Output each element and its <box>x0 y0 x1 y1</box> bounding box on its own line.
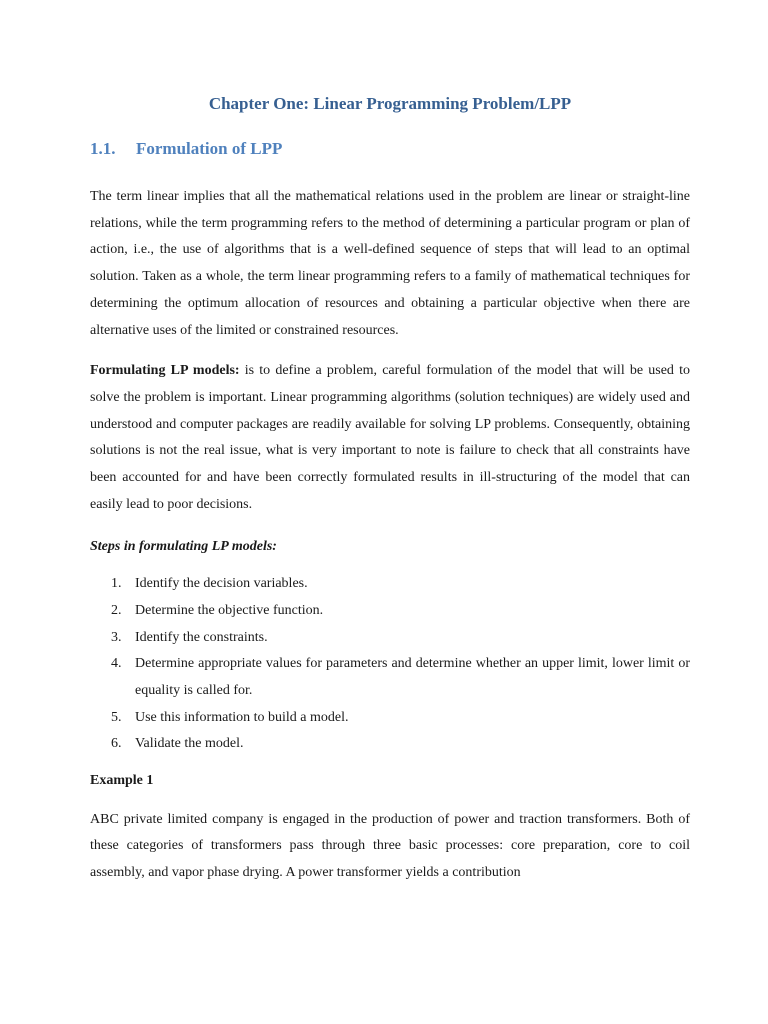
section-title: Formulation of LPP <box>136 139 283 158</box>
list-item-text: Use this information to build a model. <box>135 709 349 725</box>
list-item-text: Determine the objective function. <box>135 602 324 618</box>
list-item-text: Validate the model. <box>135 736 244 752</box>
list-item <box>90 598 690 625</box>
list-item <box>90 571 690 598</box>
paragraph-formulating-lp-models <box>90 358 690 518</box>
list-marker: 1. <box>111 576 122 592</box>
list-item <box>90 731 690 758</box>
list-item-text: Identify the decision variables. <box>135 576 308 592</box>
list-marker: 4. <box>111 656 122 672</box>
example-heading: Example 1 <box>90 773 154 789</box>
paragraph-example-description: ABC private limited company is engaged in the production of power and traction transformers. Both of these categories of transformers pass through three basic processes: core preparation, core to coil assembly, and vapor phase drying. A power transformer yields a contribution <box>90 811 690 881</box>
list-item-text: Determine appropriate values for parameters and determine whether an upper limit, lower limit or equality is called for. <box>135 656 690 698</box>
list-item <box>90 625 690 652</box>
list-marker: 3. <box>111 629 122 645</box>
list-item <box>90 705 690 732</box>
steps-list <box>90 571 690 758</box>
list-item-text: Identify the constraints. <box>135 629 268 645</box>
section-heading <box>90 128 690 170</box>
paragraph-body: is to define a problem, careful formulation of the model that will be used to solve the problem is important. Linear programming algorithms (solution techniques) are widely used and understood and computer packages are readily available for solving LP problems. Consequently, obtaining solutions is not the real issue, what is very important to note is failure to check that all constraints have been accounted for and have been correctly formulated results in ill-structuring of the model that can easily lead to poor decisions. <box>90 363 690 512</box>
steps-heading: Steps in formulating LP models: <box>90 539 277 555</box>
paragraph-linear-programming-definition: The term linear implies that all the mathematical relations used in the problem are linear or straight-line relations, while the term programming refers to the method of determining a particular program or plan of action, i.e., the use of algorithms that is a well-defined sequence of steps that will lead to an optimal solution. Taken as a whole, the term linear programming refers to a family of mathematical techniques for determining the optimum allocation of resources and obtaining a particular objective when there are alternative uses of the limited or constrained resources. <box>90 189 690 338</box>
document-body <box>90 80 690 887</box>
list-marker: 5. <box>111 709 122 725</box>
list-item <box>90 651 690 704</box>
section-number: 1.1. <box>90 139 116 158</box>
paragraph-lead-term: Formulating LP models: <box>90 363 240 379</box>
list-marker: 6. <box>111 736 122 752</box>
list-marker: 2. <box>111 602 122 618</box>
chapter-title: Chapter One: Linear Programming Problem/LPP <box>208 94 572 113</box>
